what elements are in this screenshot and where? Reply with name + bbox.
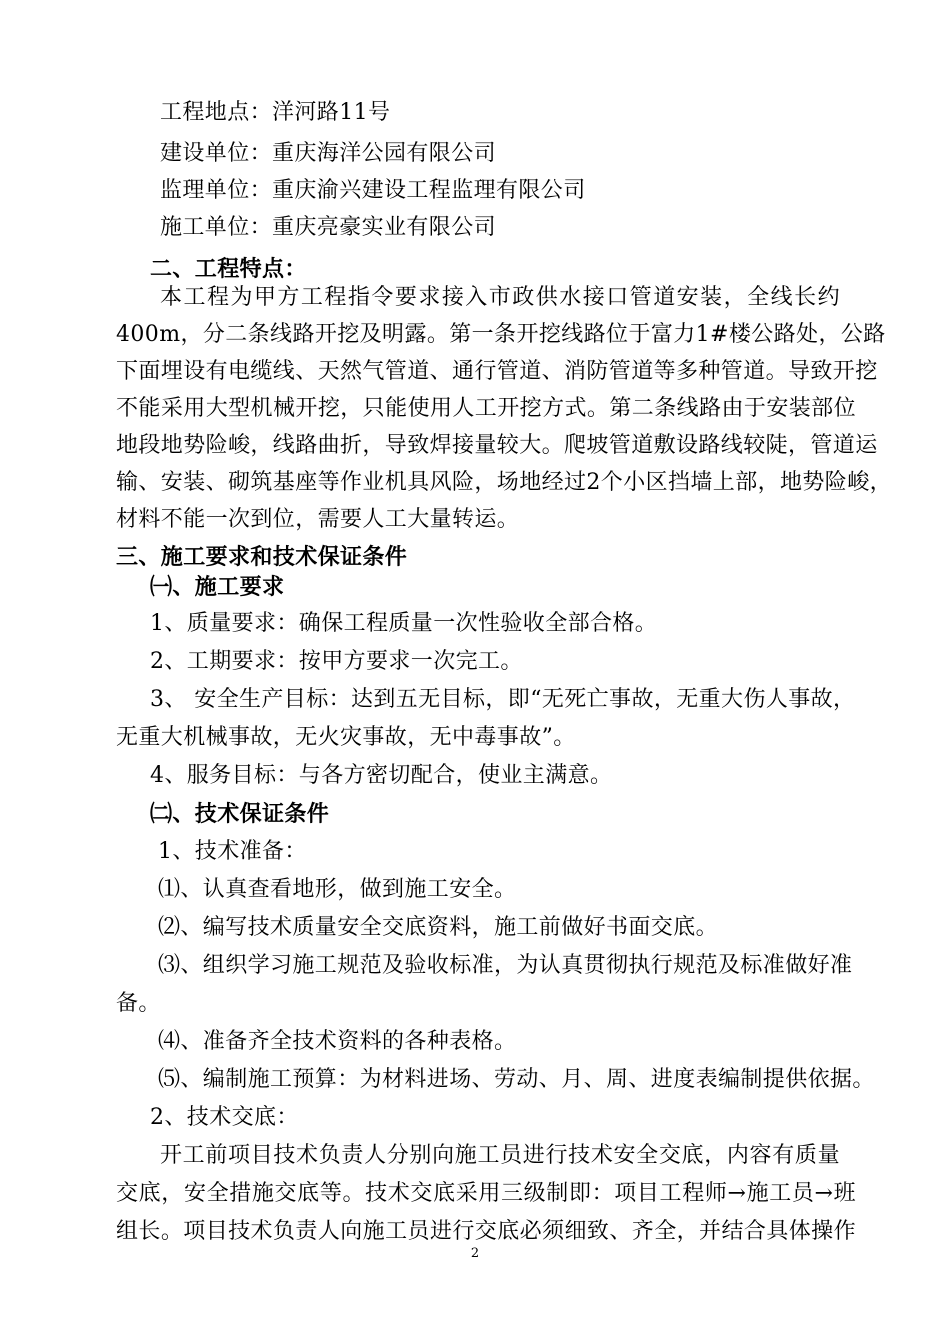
tech-prep-item: ⑵、编写技术质量安全交底资料，施工前做好书面交底。 bbox=[158, 915, 719, 940]
tech-prep-item: ⑸、编制施工预算：为材料进场、劳动、月、周、进度表编制提供依据。 bbox=[158, 1067, 875, 1092]
section2-line: 本工程为甲方工程指令要求接入市政供水接口管道安装，全线长约 bbox=[160, 285, 840, 310]
tech-prep-item: ⑴、认真查看地形，做到施工安全。 bbox=[158, 877, 517, 902]
requirement-item: 2、工期要求：按甲方要求一次完工。 bbox=[150, 649, 523, 674]
tech-brief-line: 开工前项目技术负责人分别向施工员进行技术安全交底，内容有质量 bbox=[160, 1143, 840, 1168]
requirement-item: 无重大机械事故，无火灾事故，无中毒事故”。 bbox=[116, 725, 576, 750]
section2-line: 下面埋设有电缆线、天然气管道、通行管道、消防管道等多种管道。导致开挖 bbox=[116, 359, 878, 384]
tech-prep-item: 备。 bbox=[116, 991, 161, 1016]
project-contractor: 施工单位：重庆亮豪实业有限公司 bbox=[160, 215, 497, 240]
tech-prep-title: 1、技术准备： bbox=[158, 839, 307, 864]
subsection2-heading: ㈡、技术保证条件 bbox=[150, 801, 330, 827]
requirement-item: 1、质量要求：确保工程质量一次性验收全部合格。 bbox=[150, 611, 658, 636]
project-owner: 建设单位：重庆海洋公园有限公司 bbox=[160, 141, 497, 166]
section2-line: 地段地势险峻，线路曲折，导致焊接量较大。爬坡管道敷设路线较陡，管道运 bbox=[116, 433, 878, 458]
project-supervisor: 监理单位：重庆渝兴建设工程监理有限公司 bbox=[160, 178, 586, 203]
section2-line: 材料不能一次到位，需要人工大量转运。 bbox=[116, 507, 520, 532]
tech-brief-line: 交底，安全措施交底等。技术交底采用三级制即：项目工程师→施工员→班 bbox=[116, 1181, 856, 1206]
section2-line: 不能采用大型机械开挖，只能使用人工开挖方式。第二条线路由于安装部位 bbox=[116, 396, 856, 421]
section2-line: 400m，分二条线路开挖及明露。第一条开挖线路位于富力1#楼公路处，公路 bbox=[116, 322, 886, 347]
tech-prep-item: ⑷、准备齐全技术资料的各种表格。 bbox=[158, 1029, 517, 1054]
section2-line: 输、安装、砌筑基座等作业机具风险，场地经过2个小区挡墙上部，地势险峻， bbox=[116, 470, 892, 495]
section2-heading: 二、工程特点： bbox=[150, 256, 307, 282]
tech-brief-line: 组长。项目技术负责人向施工员进行交底必须细致、齐全，并结合具体操作 bbox=[116, 1219, 856, 1244]
requirement-item: 3、 安全生产目标：达到五无目标，即“无死亡事故，无重大伤人事故， bbox=[150, 687, 856, 712]
section3-heading: 三、施工要求和技术保证条件 bbox=[116, 544, 408, 570]
requirement-item: 4、服务目标：与各方密切配合，使业主满意。 bbox=[150, 763, 613, 788]
tech-brief-title: 2、技术交底： bbox=[150, 1105, 299, 1130]
subsection1-heading: ㈠、施工要求 bbox=[150, 574, 285, 600]
tech-prep-item: ⑶、组织学习施工规范及验收标准，为认真贯彻执行规范及标准做好准 bbox=[158, 953, 853, 978]
project-location: 工程地点：洋河路11号 bbox=[160, 100, 391, 125]
page-number: 2 bbox=[470, 1246, 480, 1261]
